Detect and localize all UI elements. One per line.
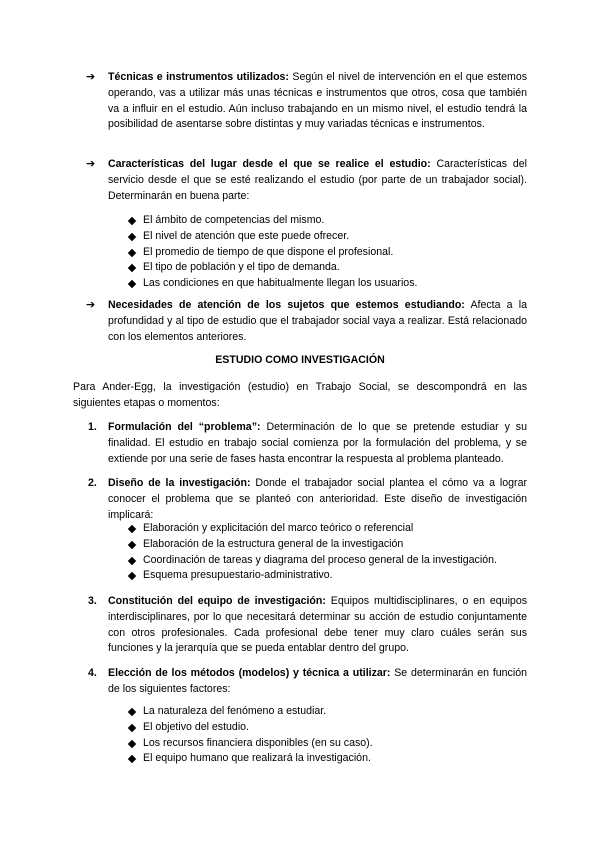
diamond-bullet-icon <box>128 755 136 763</box>
diamond-bullet-icon <box>128 724 136 732</box>
numbered-item-4 <box>88 666 527 698</box>
list-item: El nivel de atención que este puede ofrecer. <box>143 229 533 245</box>
list-item: Las condiciones en que habitualmente llegan los usuarios. <box>143 276 533 292</box>
bullet-list-methods <box>143 704 533 767</box>
item-number: 1. <box>88 421 97 433</box>
bullet-list-place <box>143 213 533 292</box>
diamond-bullet-icon <box>128 541 136 549</box>
arrow-icon: ➔ <box>86 158 96 170</box>
list-item: El ámbito de competencias del mismo. <box>143 213 533 229</box>
arrow-item-needs <box>86 298 528 345</box>
numbered-item-1 <box>88 420 527 467</box>
list-item: Esquema presupuestario-administrativo. <box>143 568 533 584</box>
diamond-bullet-icon <box>128 217 136 225</box>
bullet-list-design <box>143 521 533 584</box>
arrow-icon: ➔ <box>86 299 96 311</box>
diamond-bullet-icon <box>128 249 136 257</box>
diamond-bullet-icon <box>128 233 136 241</box>
arrow-item-techniques <box>86 70 528 133</box>
diamond-bullet-icon <box>128 740 136 748</box>
list-item: El promedio de tiempo de que dispone el profesional. <box>143 245 533 261</box>
diamond-bullet-icon <box>128 708 136 716</box>
numbered-item-text: Constitución del equipo de investigación: Equipos multidisciplinares, o en equipos interdisciplinares, por lo que necesitará determinar su acción de estudio conjuntamente con otros profesionales. Cada profesional debe tener muy claro cuáles serán sus funciones y la jerarquía que se pueda entablar dentro del grupo. <box>108 595 528 655</box>
diamond-bullet-icon <box>128 264 136 272</box>
list-item: Elaboración de la estructura general de la investigación <box>143 537 533 553</box>
list-item: Elaboración y explicitación del marco teórico o referencial <box>143 521 533 537</box>
numbered-item-3 <box>88 594 528 657</box>
arrow-item-text: Necesidades de atención de los sujetos que estemos estudiando: Afecta a la profundidad y al tipo de estudio que el trabajador social vaya a realizar. Está relacionado con los elementos anteriores. <box>108 299 528 343</box>
list-item: Coordinación de tareas y diagrama del proceso general de la investigación. <box>143 553 533 569</box>
arrow-icon: ➔ <box>86 71 96 83</box>
diamond-bullet-icon <box>128 557 136 565</box>
section-heading: ESTUDIO COMO INVESTIGACIÓN <box>215 354 385 366</box>
item-number: 3. <box>88 595 97 607</box>
list-item: La naturaleza del fenómeno a estudiar. <box>143 704 533 720</box>
intro-paragraph: Para Ander-Egg, la investigación (estudio) en Trabajo Social, se descompondrá en las siguientes etapas o momentos: <box>73 381 527 409</box>
numbered-item-2 <box>88 476 527 523</box>
item-number: 4. <box>88 667 97 679</box>
diamond-bullet-icon <box>128 280 136 288</box>
item-number: 2. <box>88 477 97 489</box>
arrow-item-text: Técnicas e instrumentos utilizados: Según el nivel de intervención en el que estemos operando, vas a utilizar más unas técnicas e instrumentos que otros, cosa que también va a influir en el estudio. Aún incluso trabajando en un mismo nivel, el estudio tendrá la posibilidad de asentarse sobre distintas y muy variadas técnicas e instrumentos. <box>108 71 528 131</box>
numbered-item-text: Elección de los métodos (modelos) y técnica a utilizar: Se determinarán en función de los siguientes factores: <box>108 667 527 695</box>
numbered-item-text: Formulación del “problema”: Determinación de lo que se pretende estudiar y su finalidad. El estudio en trabajo social comienza por la formulación del problema, y se extiende por una serie de fases hasta encontrar la respuesta al problema planteado. <box>108 421 527 465</box>
arrow-item-text: Características del lugar desde el que se realice el estudio: Características del servicio desde el que se esté realizando el estudio (por parte de un trabajador social). Determinarán en buena parte: <box>108 158 527 202</box>
diamond-bullet-icon <box>128 525 136 533</box>
numbered-item-text: Diseño de la investigación: Donde el trabajador social plantea el cómo va a lograr conocer el problema que se planteó con anterioridad. Este diseño de investigación implicará: <box>108 477 527 521</box>
list-item: El equipo humano que realizará la investigación. <box>143 751 533 767</box>
arrow-item-place <box>86 157 527 204</box>
list-item: El objetivo del estudio. <box>143 720 533 736</box>
diamond-bullet-icon <box>128 572 136 580</box>
list-item: Los recursos financiera disponibles (en su caso). <box>143 736 533 752</box>
list-item: El tipo de población y el tipo de demanda. <box>143 260 533 276</box>
